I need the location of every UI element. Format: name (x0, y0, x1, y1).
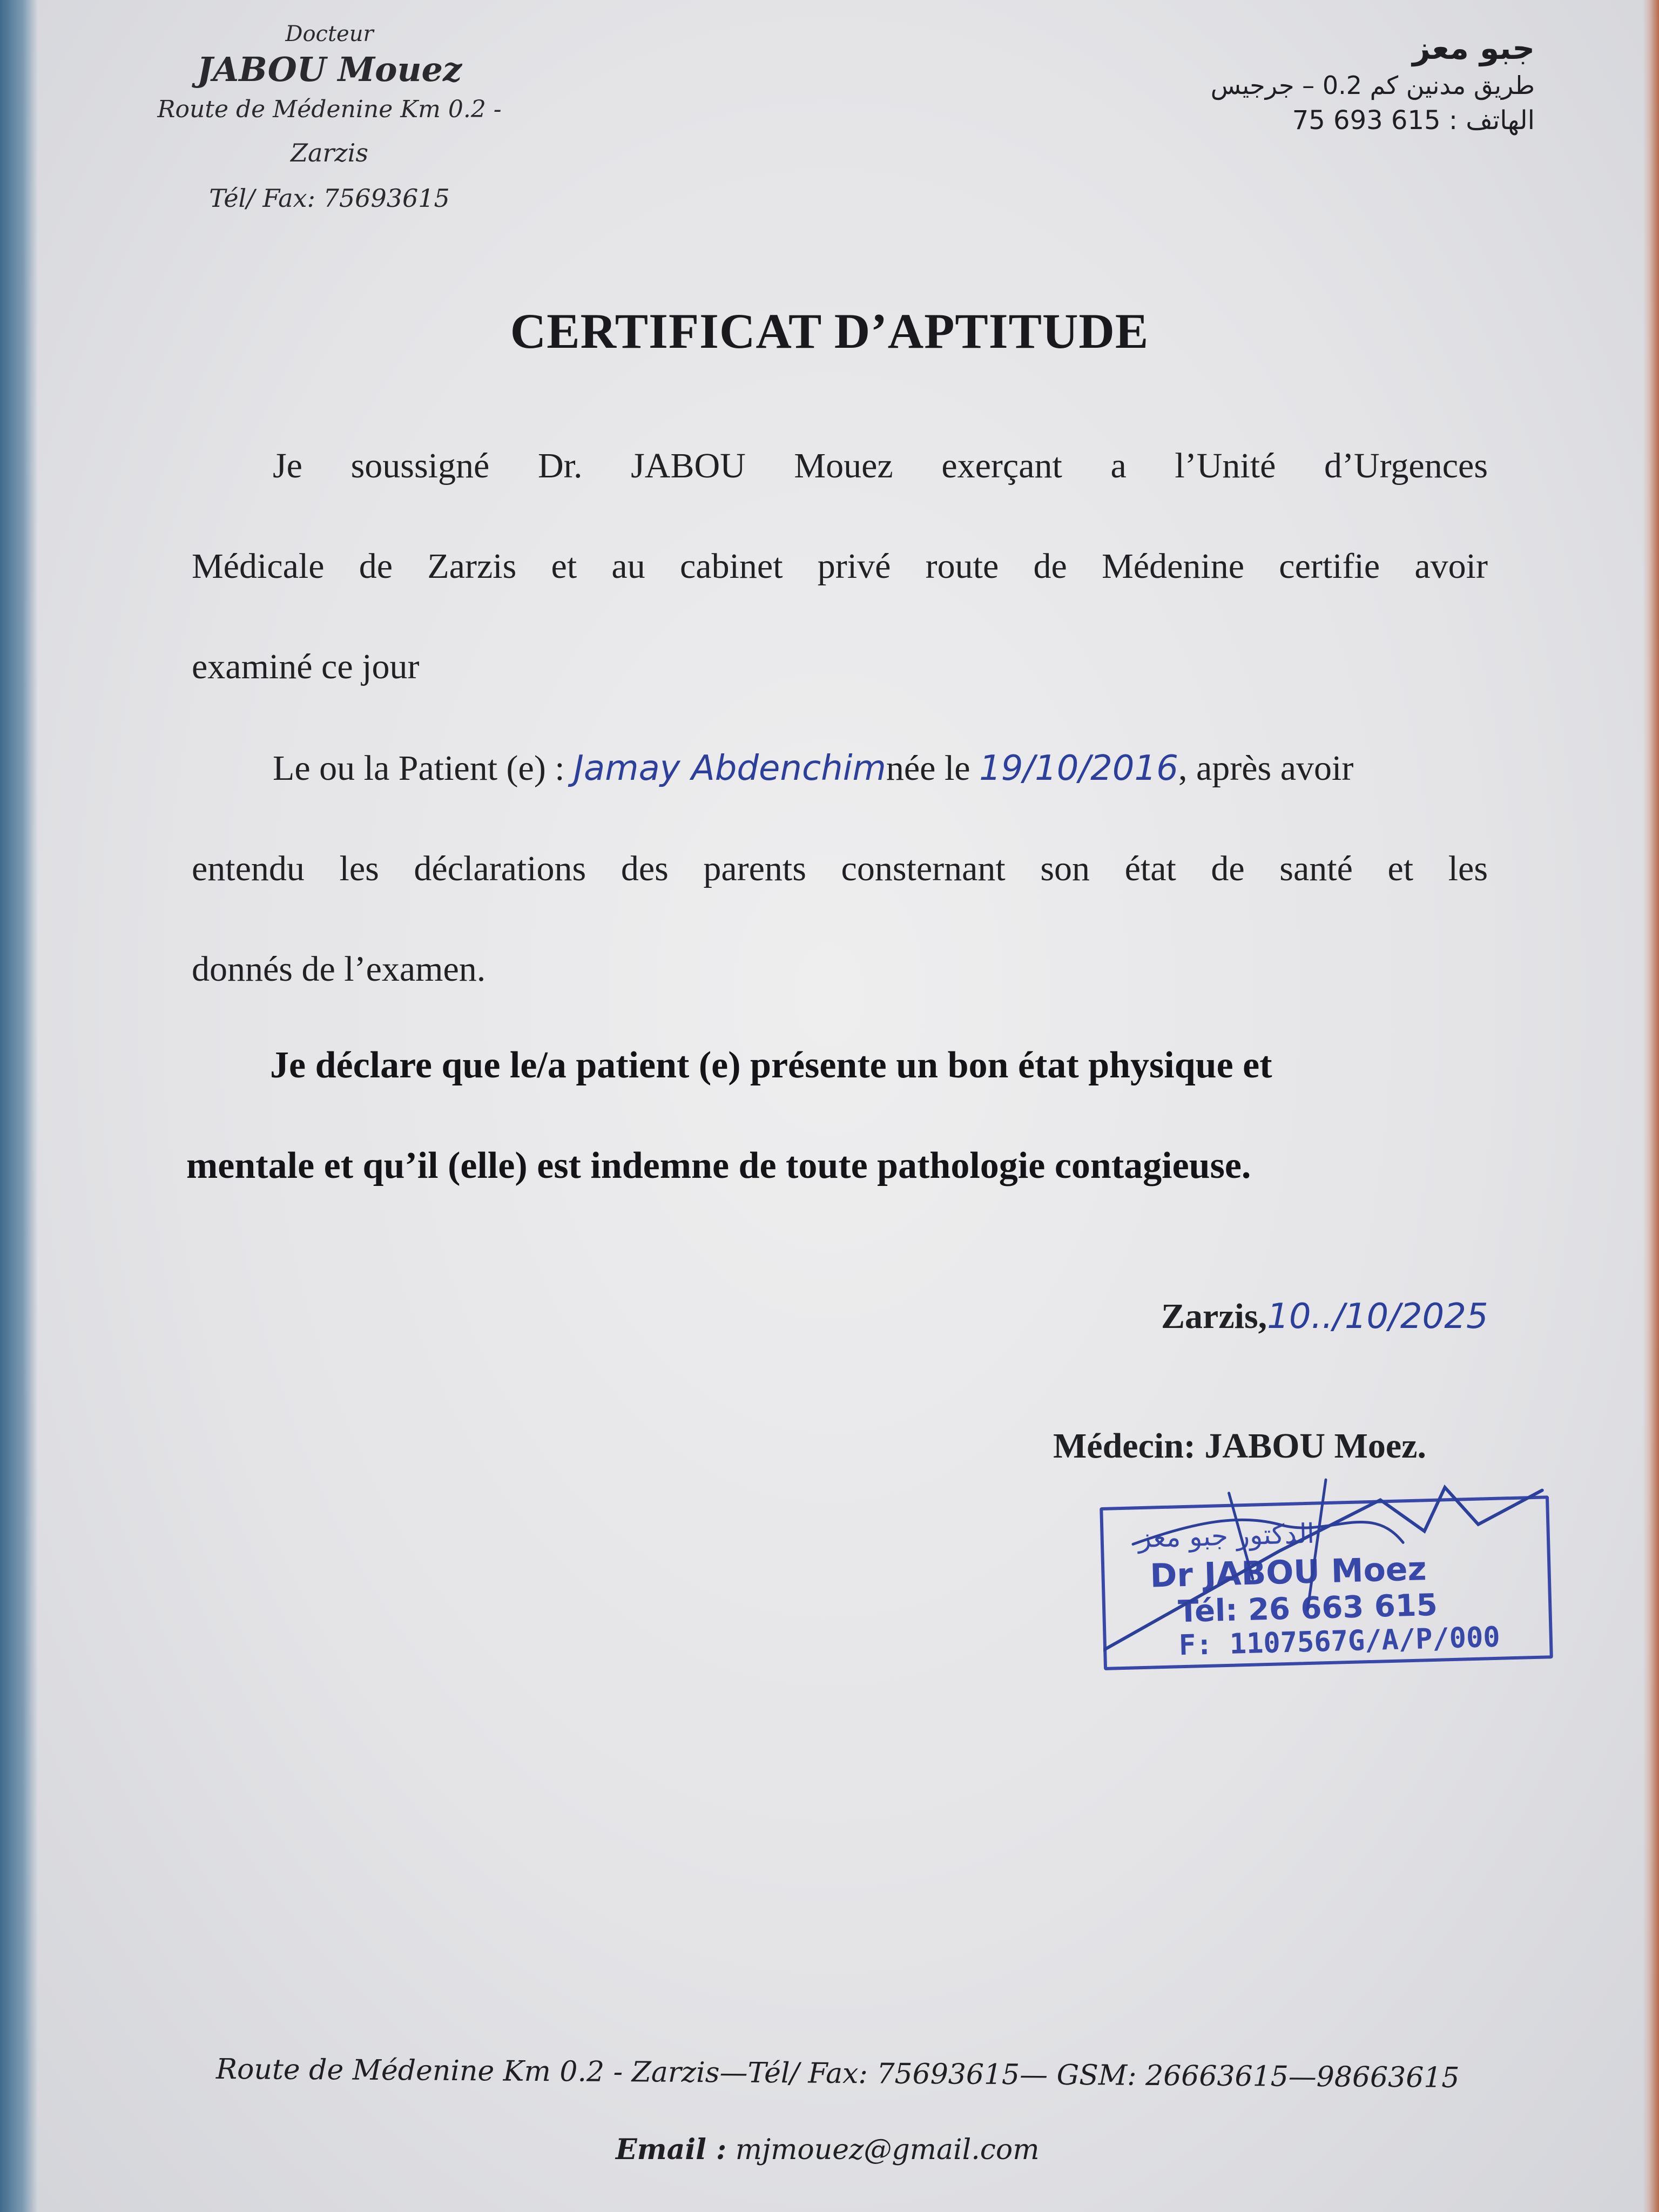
born-label: née le (886, 748, 970, 788)
letterhead-left (119, 22, 540, 213)
phone-number: 75 693 615 (1292, 105, 1441, 136)
declaration-line: Je déclare que le/a patient (e) présente un bon état physique et (270, 1044, 1272, 1086)
docteur-label: Docteur (285, 22, 374, 46)
patient-name-handwritten: Jamay Abdenchim (574, 748, 886, 788)
footer-contact-line: Route de Médenine Km 0.2 - Zarzis—Tél/ Fax: 75693615— GSM: 26663615—98663615 (215, 2053, 1460, 2094)
certificate-title: CERTIFICAT D’APTITUDE (510, 304, 1149, 359)
stamp-arabic-name: الدكتور جبو معز (1137, 1518, 1315, 1554)
stamp-registration-id: F: 1107567G/A/P/000 (1178, 1621, 1501, 1662)
doctor-name-arabic: جبو معز (1412, 30, 1535, 66)
birth-date-handwritten: 19/10/2016 (979, 748, 1178, 788)
doctor-stamp (1100, 1495, 1557, 1669)
email-label: Email : (616, 2133, 727, 2166)
doctor-address: Route de Médenine Km 0.2 - (157, 96, 502, 123)
handwritten-signature (1099, 1463, 1557, 1669)
letterhead-right-arabic (1114, 30, 1535, 136)
doctor-phone: Tél/ Fax: 75693615 (209, 184, 450, 213)
stamp-phone: Tél: 26 663 615 (1177, 1587, 1438, 1630)
paragraph-line: examiné ce jour (192, 647, 420, 686)
paragraph-examination (192, 416, 1488, 717)
stamp-doctor-name: Dr JABOU Moez (1149, 1550, 1427, 1595)
paragraph-line: donnés de l’examen. (192, 949, 486, 989)
date-handwritten: 10../10/2025 (1267, 1297, 1488, 1337)
email-address: mjmouez@gmail.com (735, 2134, 1040, 2166)
place-and-date (1161, 1296, 1488, 1337)
declaration (186, 1015, 1488, 1216)
phone-label-arabic: الهاتف : (1448, 105, 1535, 136)
patient-label: Le ou la Patient (e) : (273, 748, 565, 788)
paragraph-line: Je soussigné Dr. JABOU Mouez exerçant a l’Unité d’Urgences (273, 446, 1488, 485)
paragraph-patient (192, 718, 1488, 1020)
paragraph-line: entendu les déclarations des parents consternant son état de santé et les (192, 849, 1488, 888)
declaration-line: mentale et qu’il (elle) est indemne de toute pathologie contagieuse. (186, 1145, 1251, 1186)
after-label: , après avoir (1178, 748, 1354, 788)
patient-line (192, 718, 1488, 819)
footer-email-line (616, 2133, 1040, 2166)
doctor-phone-arabic (1114, 105, 1535, 136)
doctor-city: Zarzis (291, 138, 368, 167)
medecin-signature-line: Médecin: JABOU Moez. (1053, 1426, 1426, 1466)
place-label: Zarzis, (1161, 1297, 1267, 1336)
paragraph-line: Médicale de Zarzis et au cabinet privé route de Médenine certifie avoir (192, 547, 1488, 586)
doctor-name: JABOU Mouez (197, 50, 462, 89)
doctor-address-arabic: طريق مدنين كم 0.2 – جرجيس (1210, 71, 1535, 100)
